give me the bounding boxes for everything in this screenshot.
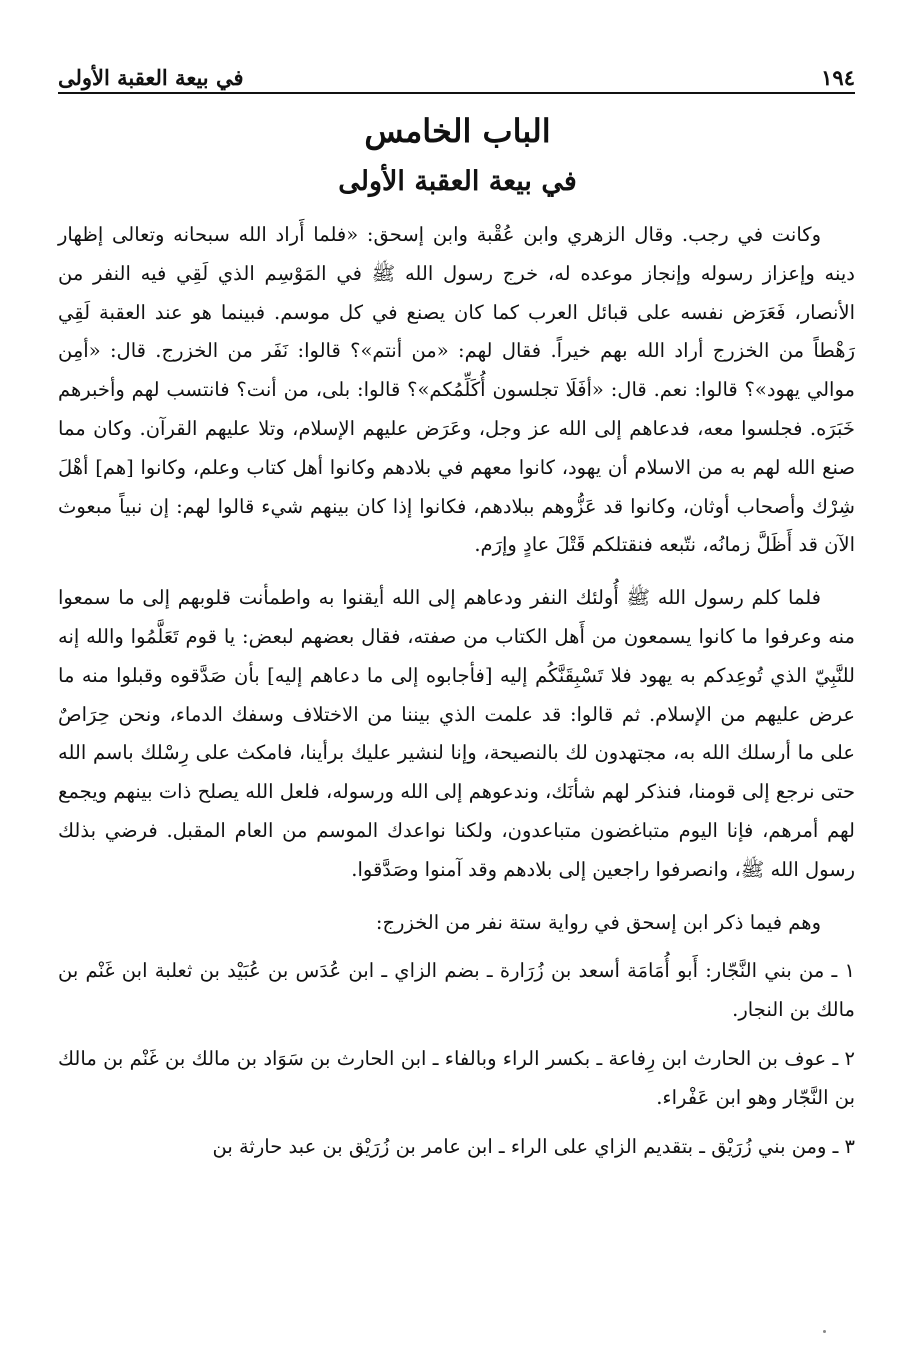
- paragraph: فلما كلم رسول الله ﷺ أُولئك النفر ودعاهم إلى الله أيقنوا به واطمأنت قلوبهم إلى ما سمعوا منه وعرفوا ما كانوا يسمعون من أَهل الكتاب من صفته، فقال بعضهم لبعض: يا قوم تَعَلَّمُوا والله إنه للنَّبِيّ الذي تُوعِدكم به يهود فلا تَسْبِقَنَّكُم إليه [فأجابوه إلى ما دعاهم إليه] بأن صَدَّقوه وقبلوا منه ما عرض عليهم من الإسلام. ثم قالوا: قد علمت الذي بيننا من الاختلاف وسفك الدماء، ونحن حِرَاصٌ على ما أرسلك الله به، مجتهدون لك بالنصيحة، وإنا لنشير عليك برأينا، فامكث على رِسْلك باسم الله حتى نرجع إلى قومنا، فنذكر لهم شأنَك، وندعوهم إلى الله ورسوله، فلعل الله يصلح ذات بينهم ويجمع لهم أمرهم، فإنا اليوم متباغضون متباعدون، ولكنا نواعدك الموسم من العام المقبل. فرضي بذلك رسول الله ﷺ، وانصرفوا راجعين إلى بلادهم وقد آمنوا وصَدَّقوا.: [58, 586, 855, 881]
- scan-speck: [823, 1330, 826, 1333]
- list-item: ١ ـ من بني النَّجّار: أَبو أُمَامَة أسعد بن زُرَارة ـ بضم الزاي ـ ابن عُدَس بن عُبَيْد بن ثعلبة ابن غَنْم بن مالك بن النجار.: [58, 959, 855, 1022]
- paragraph: وكانت في رجب. وقال الزهري وابن عُقْبة وابن إسحق: «فلما أَراد الله سبحانه وتعالى إظهار دينه وإعزاز رسوله وإنجاز موعده له، خرج رسول الله ﷺ في المَوْسِم الذي لَقِي فيه النفر من الأنصار، فَعَرَض نفسه على قبائل العرب كما كان يصنع في كل موسم. فبينما هو عند العقبة لَقِي رَهْطاً من الخزرج أراد الله بهم خيراً. فقال لهم: «من أنتم»؟ قالوا: نَفَر من الخزرج. قال: «أمِن موالي يهود»؟ قالوا: نعم. قال: «أفَلَا تجلسون أُكَلِّمُكم»؟ قالوا: بلى، من أنت؟ فانتسب لهم وأخبرهم خَبَرَه. فجلسوا معه، فدعاهم إلى الله عز وجل، وعَرَض عليهم الإسلام، وتلا عليهم القرآن. وكان مما صنع الله لهم به من الاسلام أن يهود، كانوا معهم في بلادهم وكانوا أهل كتاب وعلم، وكانوا [هم] أهْلَ شِرْك وأصحاب أوثان، وكانوا قد عَزُّوهم ببلادهم، فكانوا إذا كان بينهم شيء قالوا لهم: إن نبياً مبعوث الآن قد أَظَلَّ زمانُه، نتّبعه فنقتلكم قَتْلَ عادٍ وإرَم.: [58, 223, 855, 557]
- chapter-title: الباب الخامس: [364, 112, 551, 150]
- page-number: ١٩٤: [821, 65, 855, 90]
- header-rule: [58, 92, 855, 94]
- list-item: ٢ ـ عوف بن الحارث ابن رِفاعة ـ بكسر الراء وبالفاء ـ ابن الحارث بن سَوَاد بن مالك بن غَنْم بن مالك بن النَّجّار وهو ابن عَفْراء.: [58, 1046, 855, 1109]
- section-title: في بيعة العقبة الأولى: [338, 166, 577, 197]
- page-body: [58, 216, 855, 1166]
- running-title: في بيعة العقبة الأولى: [58, 65, 244, 90]
- list-item: ٣ ـ ومن بني زُرَيْق ـ بتقديم الزاي على الراء ـ ابن عامر بن زُرَيْق بن عبد حارثة بن: [212, 1134, 855, 1158]
- list-intro: وهم فيما ذكر ابن إسحق في رواية ستة نفر من الخزرج:: [375, 910, 821, 934]
- running-header: [58, 52, 855, 90]
